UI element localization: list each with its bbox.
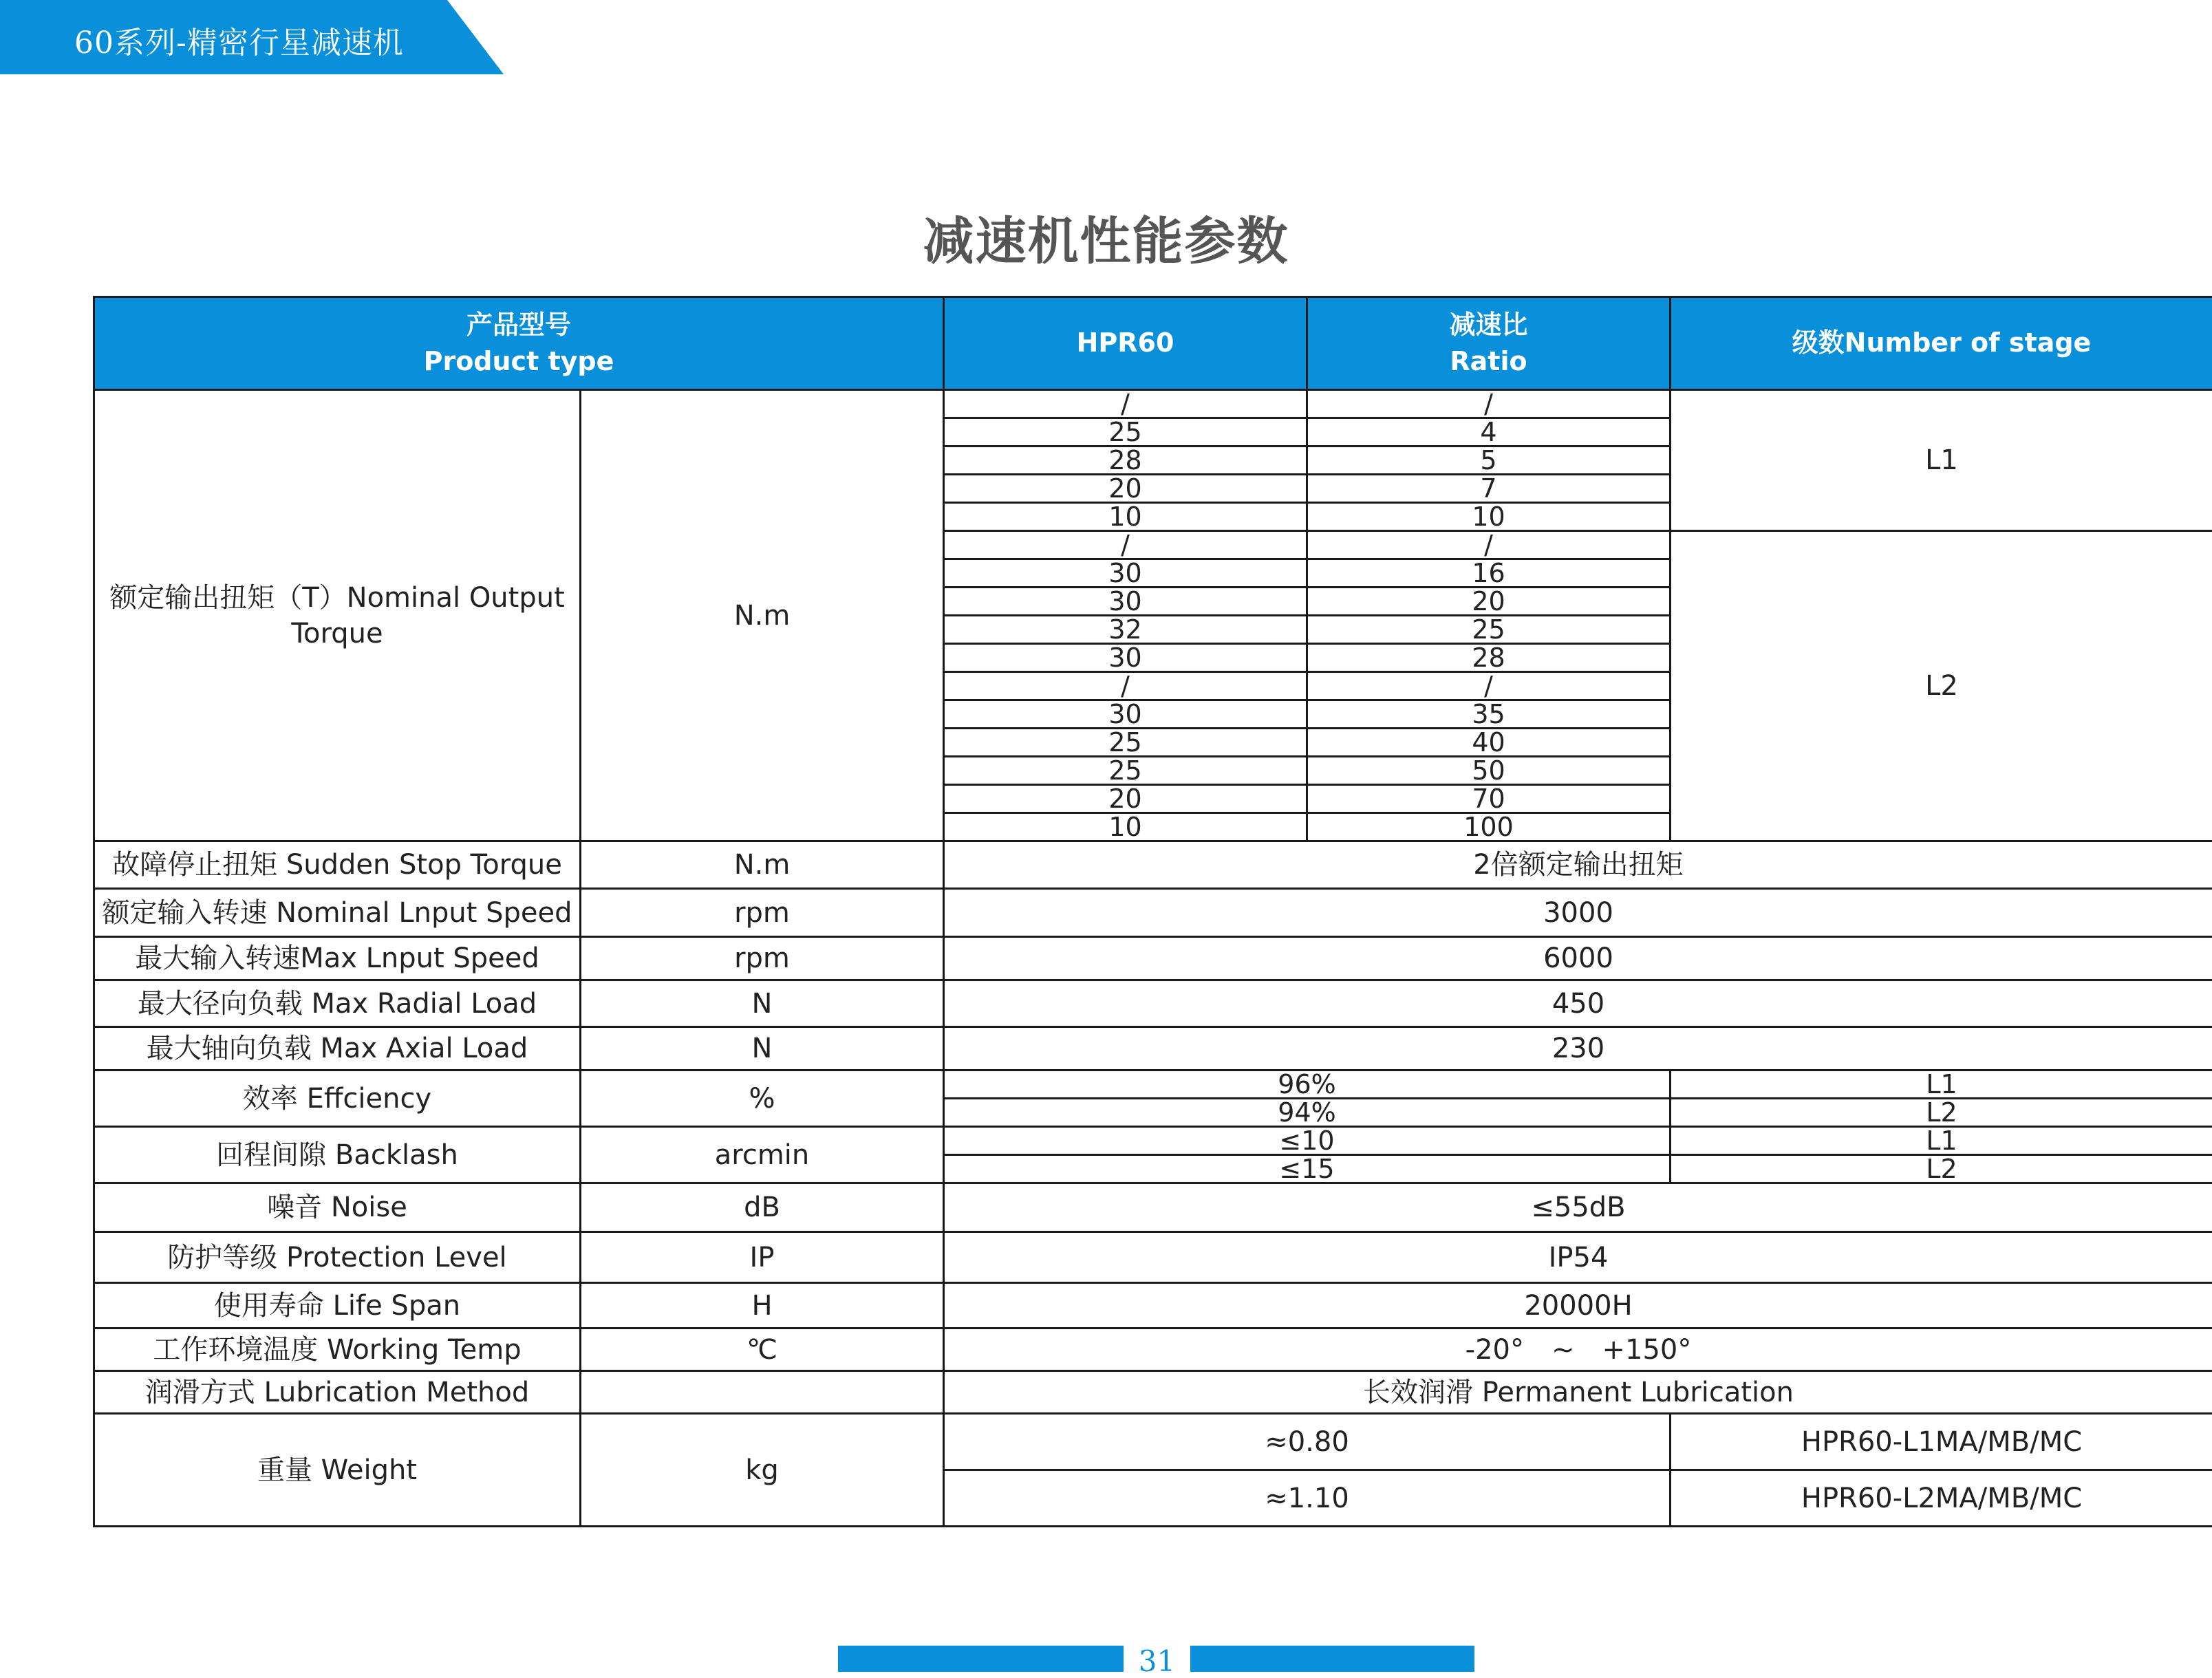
emergency-stop-value: 2倍额定输出扭矩	[944, 841, 2212, 889]
ratio-cell: 35	[1307, 700, 1671, 729]
nominal-input-speed-value: 3000	[944, 889, 2212, 937]
max-radial-load-label: 最大径向负载 Max Radial Load	[94, 980, 581, 1027]
page-title: 减速机性能参数	[0, 201, 2212, 274]
torque-cell: 30	[944, 559, 1307, 588]
table-row	[94, 1027, 2212, 1071]
weight-model: HPR60-L2MA/MB/MC	[1671, 1470, 2212, 1527]
max-input-speed-value: 6000	[944, 937, 2212, 980]
max-radial-load-unit: N	[581, 980, 944, 1027]
ratio-cell: 40	[1307, 729, 1671, 757]
efficiency-stage: L1	[1671, 1071, 2212, 1099]
table-row	[94, 1283, 2212, 1329]
torque-cell: /	[944, 390, 1307, 418]
ratio-cell: 16	[1307, 559, 1671, 588]
nominal-input-speed-label: 额定输入转速 Nominal Lnput Speed	[94, 889, 581, 937]
header-stage: 级数Number of stage	[1671, 297, 2212, 390]
backlash-stage: L2	[1671, 1155, 2212, 1183]
ratio-cell: 5	[1307, 447, 1671, 475]
section-title: 60系列-精密行星减速机	[74, 18, 404, 62]
working-temp-label: 工作环境温度 Working Temp	[94, 1329, 581, 1371]
ratio-cell: 70	[1307, 785, 1671, 813]
table-row	[94, 841, 2212, 889]
torque-cell: 28	[944, 447, 1307, 475]
torque-cell: 20	[944, 475, 1307, 503]
header-ratio	[1307, 297, 1671, 390]
nominal-input-speed-unit: rpm	[581, 889, 944, 937]
table-row	[94, 1127, 2212, 1155]
table-row	[94, 937, 2212, 980]
backlash-value: ≤10	[944, 1127, 1671, 1155]
stage-l2-cell: L2	[1671, 531, 2212, 841]
noise-label: 噪音 Noise	[94, 1183, 581, 1232]
torque-cell: 10	[944, 813, 1307, 841]
backlash-value: ≤15	[944, 1155, 1671, 1183]
efficiency-value: 96%	[944, 1071, 1671, 1099]
nominal-torque-unit: N.m	[581, 390, 944, 841]
efficiency-unit: %	[581, 1071, 944, 1127]
ratio-cell: 7	[1307, 475, 1671, 503]
max-radial-load-value: 450	[944, 980, 2212, 1027]
ratio-cell: 100	[1307, 813, 1671, 841]
ratio-cell: 50	[1307, 757, 1671, 785]
max-axial-load-value: 230	[944, 1027, 2212, 1071]
nominal-torque-label: 额定输出扭矩（T）Nominal Output Torque	[94, 390, 581, 841]
table-row	[94, 390, 2212, 418]
table-row	[94, 1071, 2212, 1099]
table-row	[94, 1232, 2212, 1283]
weight-label: 重量 Weight	[94, 1414, 581, 1527]
torque-cell: 30	[944, 644, 1307, 672]
working-temp-value: -20° ~ +150°	[944, 1329, 2212, 1371]
torque-cell: 20	[944, 785, 1307, 813]
emergency-stop-unit: N.m	[581, 841, 944, 889]
backlash-unit: arcmin	[581, 1127, 944, 1183]
weight-value: ≈1.10	[944, 1470, 1671, 1527]
table-row	[94, 889, 2212, 937]
spec-table	[93, 296, 2212, 1527]
backlash-stage: L1	[1671, 1127, 2212, 1155]
life-span-label: 使用寿命 Life Span	[94, 1283, 581, 1329]
working-temp-unit: ℃	[581, 1329, 944, 1371]
table-row	[94, 1329, 2212, 1371]
life-span-value: 20000H	[944, 1283, 2212, 1329]
table-row	[94, 1414, 2212, 1470]
weight-unit: kg	[581, 1414, 944, 1527]
header-product-type-en: Product type	[95, 343, 943, 380]
efficiency-label: 效率 Effciency	[94, 1071, 581, 1127]
emergency-stop-label: 故障停止扭矩 Sudden Stop Torque	[94, 841, 581, 889]
ratio-cell: /	[1307, 672, 1671, 700]
table-header-row	[94, 297, 2212, 390]
torque-cell: 25	[944, 729, 1307, 757]
torque-cell: /	[944, 672, 1307, 700]
noise-value: ≤55dB	[944, 1183, 2212, 1232]
backlash-label: 回程间隙 Backlash	[94, 1127, 581, 1183]
torque-cell: 25	[944, 757, 1307, 785]
max-axial-load-unit: N	[581, 1027, 944, 1071]
header-product-type	[94, 297, 944, 390]
max-input-speed-label: 最大输入转速Max Lnput Speed	[94, 937, 581, 980]
weight-model: HPR60-L1MA/MB/MC	[1671, 1414, 2212, 1470]
header-product-type-cn: 产品型号	[95, 307, 943, 343]
protection-unit: IP	[581, 1232, 944, 1283]
torque-cell: /	[944, 531, 1307, 559]
footer-bar-left	[838, 1646, 1124, 1672]
torque-cell: 25	[944, 418, 1307, 447]
torque-cell: 10	[944, 503, 1307, 531]
efficiency-value: 94%	[944, 1099, 1671, 1127]
max-axial-load-label: 最大轴向负载 Max Axial Load	[94, 1027, 581, 1071]
efficiency-stage: L2	[1671, 1099, 2212, 1127]
ratio-cell: 20	[1307, 588, 1671, 616]
torque-cell: 30	[944, 700, 1307, 729]
ratio-cell: /	[1307, 531, 1671, 559]
table-row	[94, 1183, 2212, 1232]
lubrication-value: 长效润滑 Permanent Lubrication	[944, 1371, 2212, 1414]
ratio-cell: 10	[1307, 503, 1671, 531]
max-input-speed-unit: rpm	[581, 937, 944, 980]
ratio-cell: 4	[1307, 418, 1671, 447]
table-row	[94, 980, 2212, 1027]
noise-unit: dB	[581, 1183, 944, 1232]
ratio-cell: 28	[1307, 644, 1671, 672]
footer-bar-right	[1190, 1646, 1474, 1672]
stage-l1-cell: L1	[1671, 390, 2212, 531]
life-span-unit: H	[581, 1283, 944, 1329]
lubrication-unit	[581, 1371, 944, 1414]
torque-cell: 30	[944, 588, 1307, 616]
torque-cell: 32	[944, 616, 1307, 644]
header-model: HPR60	[944, 297, 1307, 390]
page-number: 31	[1124, 1644, 1190, 1678]
protection-label: 防护等级 Protection Level	[94, 1232, 581, 1283]
ratio-cell: 25	[1307, 616, 1671, 644]
lubrication-label: 润滑方式 Lubrication Method	[94, 1371, 581, 1414]
table-row	[94, 1371, 2212, 1414]
header-ratio-cn: 减速比	[1308, 307, 1669, 343]
ratio-cell: /	[1307, 390, 1671, 418]
protection-value: IP54	[944, 1232, 2212, 1283]
header-ratio-en: Ratio	[1308, 343, 1669, 380]
weight-value: ≈0.80	[944, 1414, 1671, 1470]
